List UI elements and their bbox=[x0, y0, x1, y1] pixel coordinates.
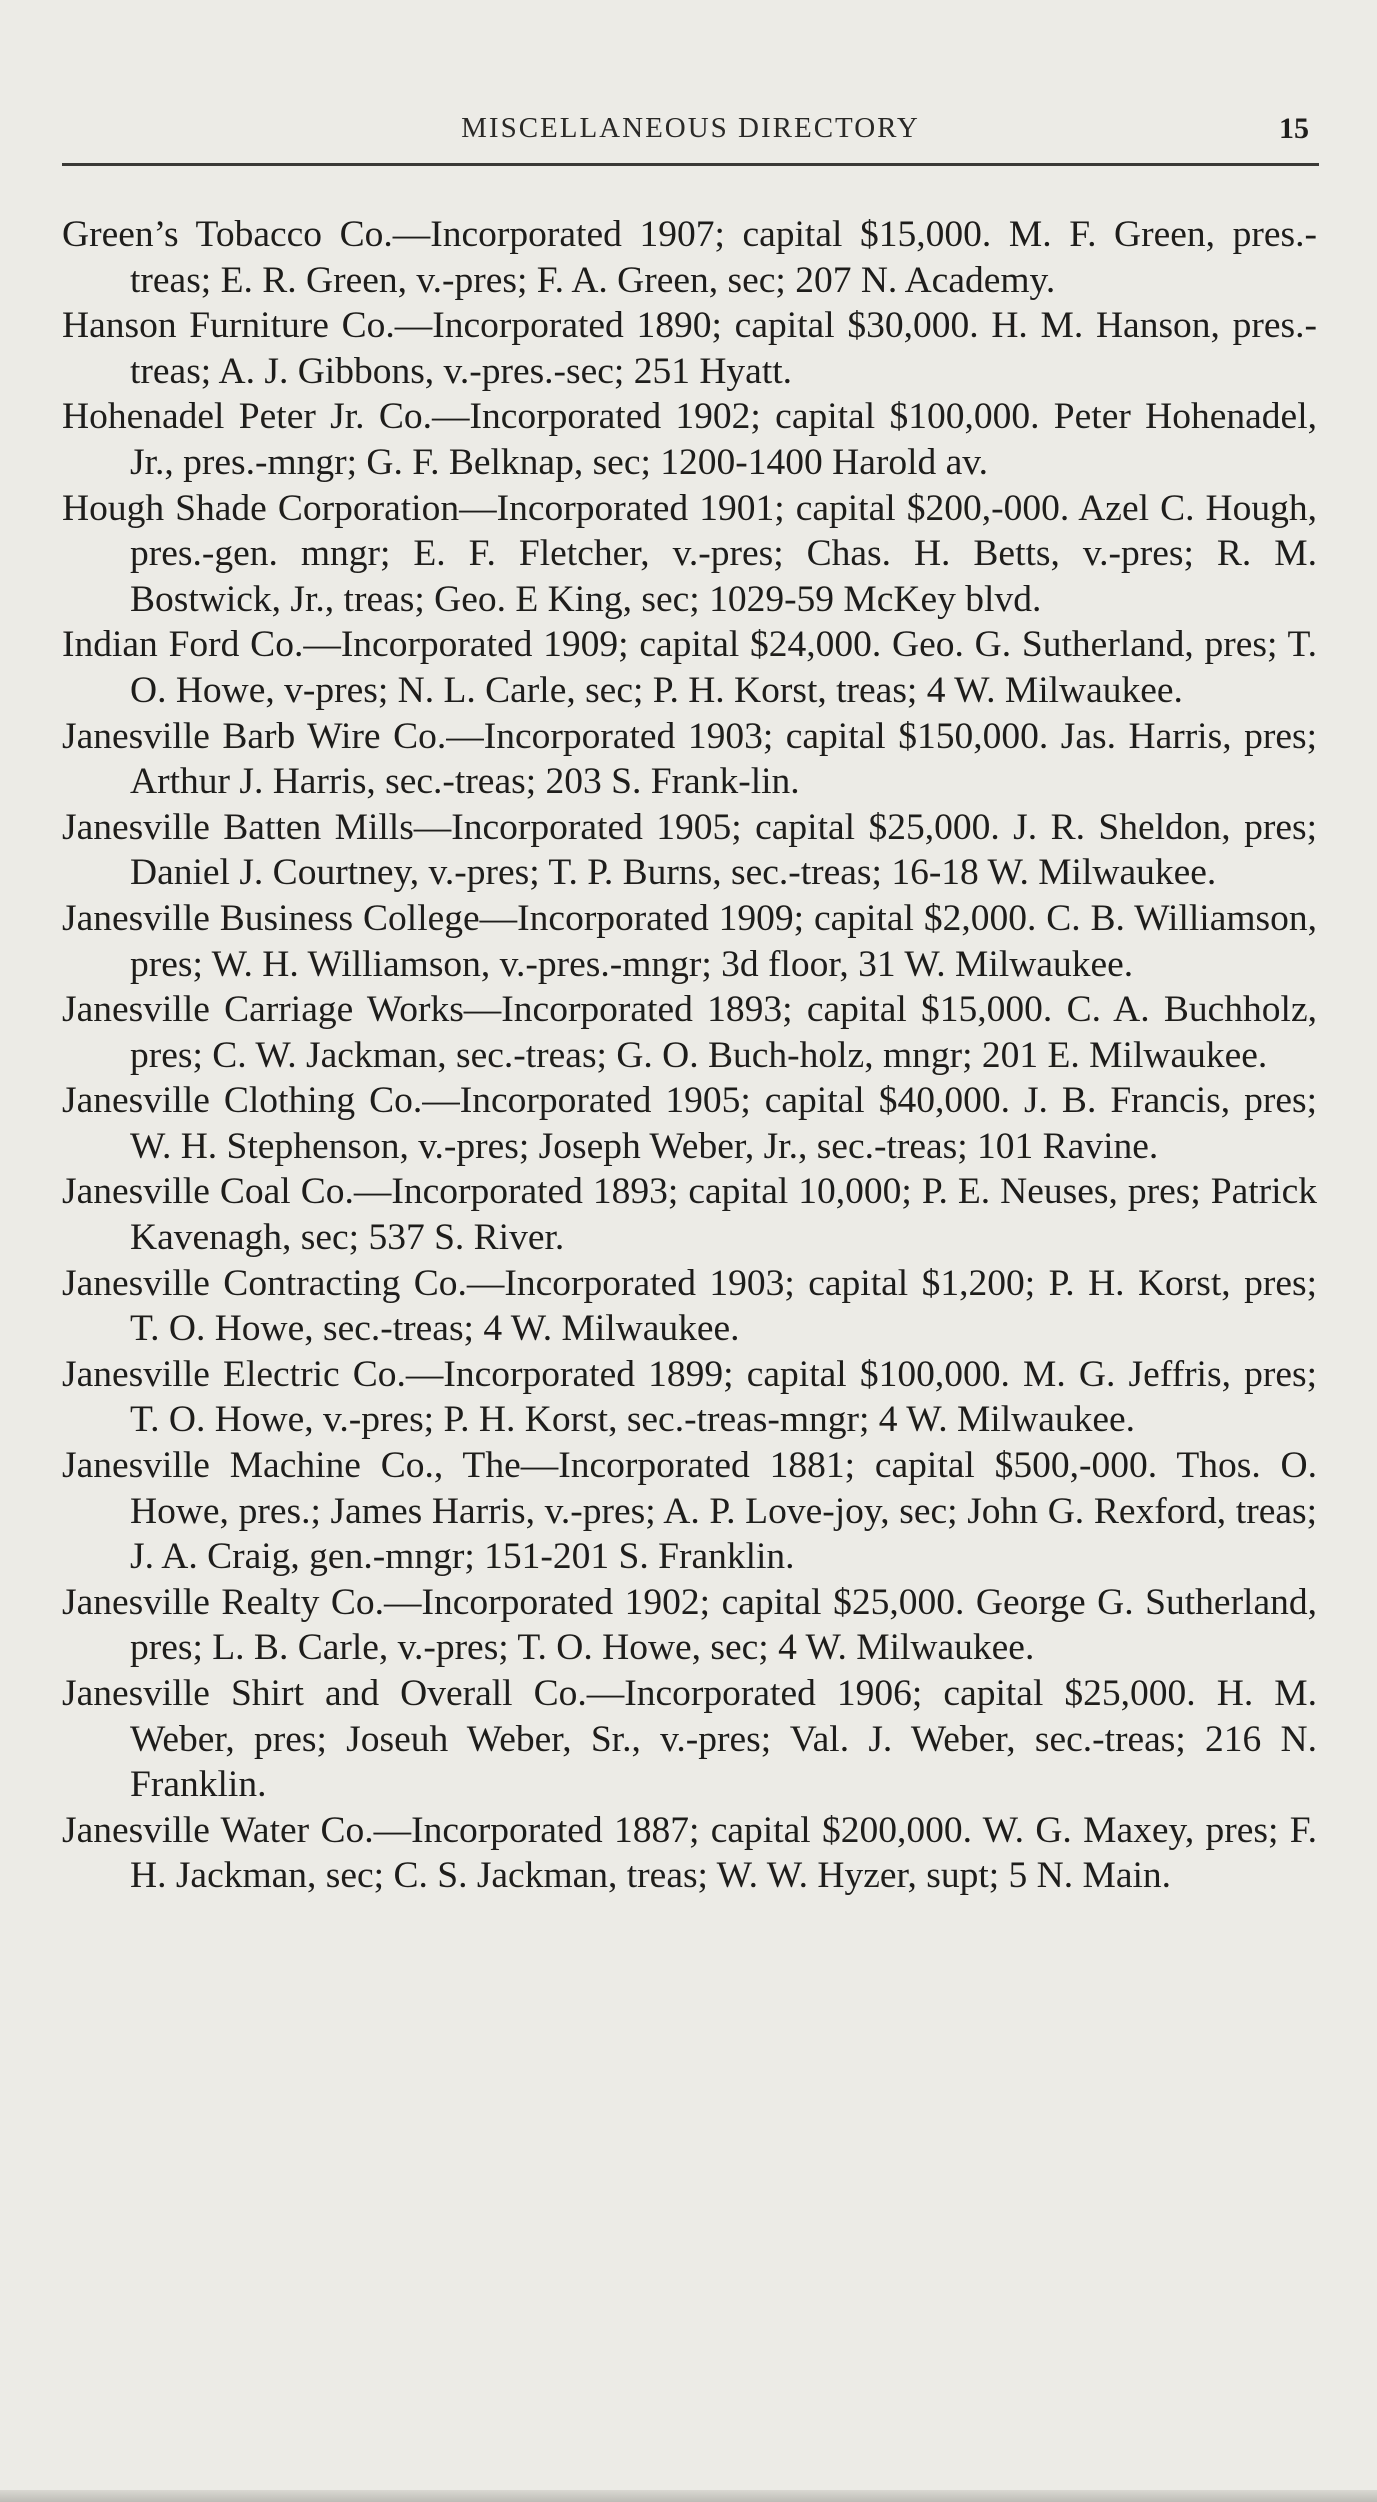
page-number: 15 bbox=[1279, 112, 1309, 145]
directory-entry: Hanson Furniture Co.—Incorporated 1890; capital $30,000. H. M. Hanson, pres.-treas; A. J. Gibbons, v.-pres.-sec; 251 Hyatt. bbox=[62, 305, 1317, 392]
directory-entry: Janesville Coal Co.—Incorporated 1893; capital 10,000; P. E. Neuses, pres; Patrick Kavenagh, sec; 537 S. River. bbox=[62, 1171, 1317, 1259]
directory-entry: Janesville Machine Co., The—Incorporated 1881; capital $500,-000. Thos. O. Howe, pres.; James Harris, v.-pres; A. P. Love-joy, sec; John G. Rexford, treas; J. A. Craig, gen.-mngr; 151-201 S. Franklin. bbox=[62, 1445, 1317, 1578]
directory-entry: Janesville Business College—Incorporated 1909; capital $2,000. C. B. Williamson, pres; W. H. Williamson, v.-pres.-mngr; 3d floor, 31 W. Milwaukee. bbox=[62, 897, 1317, 985]
directory-entry: Hohenadel Peter Jr. Co.—Incorporated 1902; capital $100,000. Peter Hohenadel, Jr., pres.-mngr; G. F. Belknap, sec; 1200-1400 Harold av. bbox=[62, 396, 1317, 483]
directory-entries bbox=[62, 212, 1317, 1899]
directory-entry: Green’s Tobacco Co.—Incorporated 1907; capital $15,000. M. F. Green, pres.-treas; E. R. Green, v.-pres; F. A. Green, sec; 207 N. Academy. bbox=[62, 214, 1317, 301]
running-title: MISCELLANEOUS DIRECTORY bbox=[461, 112, 920, 144]
running-head bbox=[62, 112, 1319, 152]
header-rule bbox=[62, 163, 1319, 166]
directory-entry: Janesville Batten Mills—Incorporated 1905; capital $25,000. J. R. Sheldon, pres; Daniel J. Courtney, v.-pres; T. P. Burns, sec.-treas; 16-18 W. Milwaukee. bbox=[62, 806, 1317, 894]
directory-entry: Indian Ford Co.—Incorporated 1909; capital $24,000. Geo. G. Sutherland, pres; T. O. Howe, v-pres; N. L. Carle, sec; P. H. Korst, treas; 4 W. Milwaukee. bbox=[62, 624, 1317, 711]
directory-entry: Janesville Water Co.—Incorporated 1887; capital $200,000. W. G. Maxey, pres; F. H. Jackman, sec; C. S. Jackman, treas; W. W. Hyzer, supt; 5 N. Main. bbox=[62, 1809, 1317, 1897]
directory-entry: Janesville Contracting Co.—Incorporated 1903; capital $1,200; P. H. Korst, pres; T. O. Howe, sec.-treas; 4 W. Milwaukee. bbox=[62, 1262, 1317, 1350]
directory-entry: Janesville Carriage Works—Incorporated 1893; capital $15,000. C. A. Buchholz, pres; C. W. Jackman, sec.-treas; G. O. Buch-holz, mngr; 201 E. Milwaukee. bbox=[62, 989, 1317, 1076]
directory-entry: Janesville Realty Co.—Incorporated 1902; capital $25,000. George G. Sutherland, pres; L. B. Carle, v.-pres; T. O. Howe, sec; 4 W. Milwaukee. bbox=[62, 1581, 1317, 1669]
directory-entry: Janesville Clothing Co.—Incorporated 1905; capital $40,000. J. B. Francis, pres; W. H. Stephenson, v.-pres; Joseph Weber, Jr., sec.-treas; 101 Ravine. bbox=[62, 1080, 1317, 1167]
directory-entry: Janesville Barb Wire Co.—Incorporated 1903; capital $150,000. Jas. Harris, pres; Arthur J. Harris, sec.-treas; 203 S. Frank-lin. bbox=[62, 715, 1317, 803]
directory-entry: Janesville Shirt and Overall Co.—Incorporated 1906; capital $25,000. H. M. Weber, pres; Joseuh Weber, Sr., v.-pres; Val. J. Weber, sec.-treas; 216 N. Franklin. bbox=[62, 1673, 1317, 1806]
directory-entry: Janesville Electric Co.—Incorporated 1899; capital $100,000. M. G. Jeffris, pres; T. O. Howe, v.-pres; P. H. Korst, sec.-treas-mngr; 4 W. Milwaukee. bbox=[62, 1353, 1317, 1441]
directory-entry: Hough Shade Corporation—Incorporated 1901; capital $200,-000. Azel C. Hough, pres.-gen. mngr; E. F. Fletcher, v.-pres; Chas. H. Betts, v.-pres; R. M. Bostwick, Jr., treas; Geo. E King, sec; 1029-59 McKey blvd. bbox=[62, 487, 1317, 620]
page-bottom-edge bbox=[0, 2490, 1377, 2502]
